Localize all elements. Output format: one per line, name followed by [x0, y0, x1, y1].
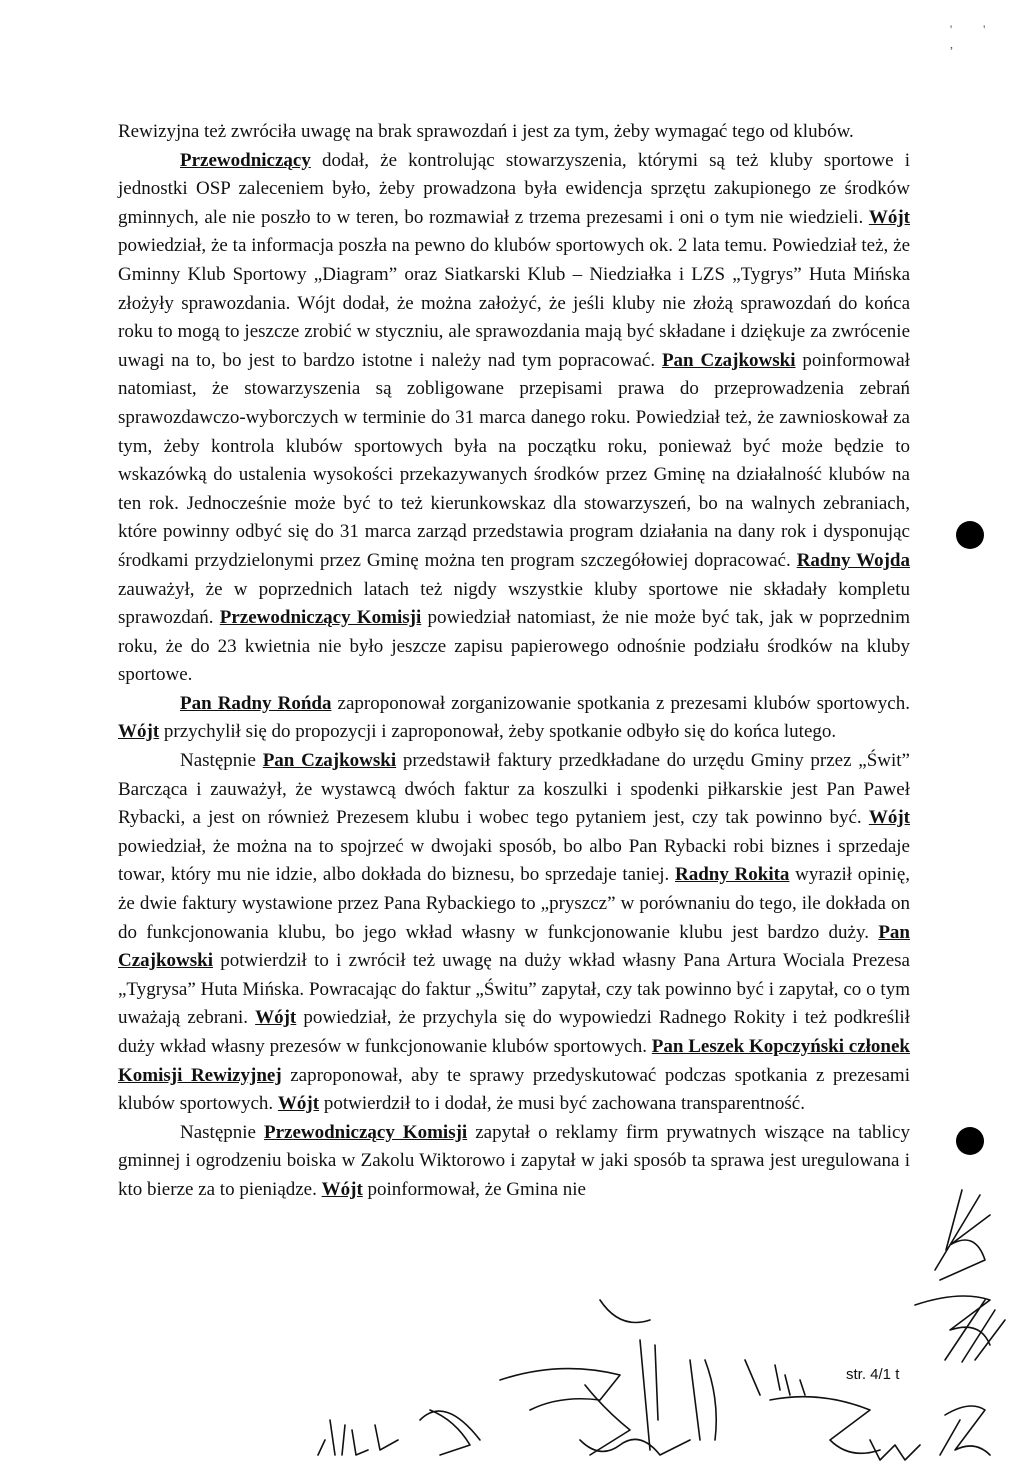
speaker-name: Wójt [868, 807, 910, 829]
text-run: powiedział, że ta informacja poszła na pewno do klubów sportowych ok. 2 lata temu. Powiedział też, że Gminny Klub Sportowy „Diagram” oraz Siatkarski Klub – Niedziałka i LZS „Tygrys” Huta Mińska złożyły sprawozdania. Wójt dodał, że można założyć, że jeśli kluby nie złożą sprawozdań do końca roku to mogą to jeszcze zrobić w styczniu, ale sprawozdania mają być składane i dziękuje za zwrócenie uwagi na to, bo jest to bardzo istotne i należy nad tym popracować. [118, 235, 910, 371]
paragraph [118, 690, 910, 747]
text-run: wyraził opinię, że dwie faktury wystawione przez Pana Rybackiego to „pryszcz” w porównaniu do tego, ile dokłada on do funkcjonowania klubu, bo jego wkład własny w funkcjonowanie klubu jest bardzo duży. [118, 864, 911, 943]
text-run: przychylił się do propozycji i zaproponował, żeby spotkanie odbyło się do końca lutego. [159, 721, 837, 743]
text-run: poinformował natomiast, że stowarzyszenia są zobligowane przepisami prawa do przeprowadzenia zebrań sprawozdawczo-wyborczych w terminie do 31 marca danego roku. Powiedział też, że zawnioskował za tym, żeby kontrola klubów sportowych była na początku roku, ponieważ być może będzie to wskazówką do ustalenia wysokości przekazywanych środków przez Gminę na działalność klubów na ten rok. Jednocześnie może być to też kierunkowskaz dla stowarzyszeń, bo na walnych zebraniach, które powinny odbyć się do 31 marca zarząd przedstawia program działania na dany rok i dysponując środkami przydzielonymi przez Gminę można ten program szczegółowiej dopracować. [118, 349, 911, 571]
text-run: zauważył, że w poprzednich latach też nigdy wszystkie kluby sportowe nie składały kompletu sprawozdań. [118, 578, 910, 629]
text-run: dodał, że kontrolując stowarzyszenia, którymi są też kluby sportowe i jednostki OSP zaleceniem było, żeby prowadzona była ewidencja sprzętu zakupionego ze środków gminnych, ale nie poszło to w teren, bo rozmawiał z trzema prezesami i oni o tym nie wiedzieli. [118, 149, 910, 228]
punch-hole-bottom [956, 1127, 984, 1155]
signature-2 [420, 1410, 480, 1455]
paragraph [118, 118, 910, 147]
paragraph [118, 747, 910, 1119]
punch-hole-top [956, 521, 984, 549]
text-run: potwierdził to i dodał, że musi być zachowana transparentność. [319, 1093, 805, 1115]
text-run: przedstawił faktury przedkładane do urzędu Gminy przez „Świt” Barcząca i zauważył, że wystawcą dwóch faktur za koszulki i spodenki piłkarskie jest Pan Paweł Rybacki, a jest on również Prezesem klubu i wobec tego pytaniem jest, czy tak powinno być. [118, 750, 910, 829]
paragraph [118, 147, 910, 690]
signature-4 [580, 1439, 690, 1455]
page-number: str. 4/1 t [846, 1366, 900, 1383]
signature-3 [500, 1340, 658, 1455]
text-run: Następnie [180, 1121, 264, 1143]
document-body [118, 118, 910, 1205]
speaker-name: Przewodniczący Komisji [219, 607, 422, 629]
signature-7 [870, 1440, 920, 1460]
speaker-name: Wójt [255, 1007, 297, 1029]
signature-margin-bottom [940, 1406, 990, 1455]
signature-margin-mid [915, 1296, 1005, 1362]
speaker-name: Wójt [118, 721, 160, 743]
speaker-name: Przewodniczący Komisji [263, 1121, 468, 1143]
signature-margin-top [935, 1190, 990, 1280]
text-run: powiedział, że można na to spojrzeć w dwojaki sposób, bo albo Pan Rybacki robi biznes i sprzedaje towar, który mu nie idzie, albo dokłada do biznesu, bo sprzedaje taniej. [118, 835, 910, 886]
text-run: powiedział, że przychyla się do wypowiedzi Radnego Rokity i też podkreślił duży wkład własny prezesów w funkcjonowanie klubów sportowych. [118, 1007, 910, 1057]
paragraph [118, 1119, 910, 1205]
speaker-name: Pan Leszek Kopczyński członek Komisji Rewizyjnej [118, 1036, 911, 1086]
speaker-name: Wójt [868, 206, 910, 228]
text-run: powiedział natomiast, że nie może być tak, jak w poprzednim roku, że do 23 kwietnia nie było jeszcze zapisu papierowego odnośnie podziału środków na kluby sportowe. [118, 607, 910, 686]
corner-marks: ' ' , [950, 22, 1000, 51]
speaker-name: Radny Rokita [675, 864, 790, 886]
signature-1 [318, 1420, 398, 1455]
speaker-name: Przewodniczący [180, 149, 311, 171]
speaker-name: Pan Czajkowski [262, 750, 397, 772]
signature-8 [600, 1300, 650, 1323]
signature-5 [690, 1360, 716, 1440]
text-run: zaproponował, aby te sprawy przedyskutować podczas spotkania z prezesami klubów sportowych. [118, 1064, 910, 1115]
text-run: potwierdził to i zwrócił też uwagę na duży wkład własny Pana Artura Wociala Prezesa „Tygrysa” Huta Mińska. Powracając do faktur „Świtu” zapytał, czy tak powinno być i zapytał, co o tym uważają zebrani. [118, 950, 910, 1029]
text-run: zaproponował zorganizowanie spotkania z prezesami klubów sportowych. [331, 692, 910, 714]
speaker-name: Radny Wojda [796, 549, 910, 571]
text-run: Rewizyjna też zwróciła uwagę na brak sprawozdań i jest za tym, żeby wymagać tego od klubów. [118, 121, 854, 142]
speaker-name: Pan Radny Rońda [180, 692, 332, 714]
text-run: poinformował, że Gmina nie [362, 1178, 586, 1200]
text-run: zapytał o reklamy firm prywatnych wiszące na tablicy gminnej i ogrodzeniu boiska w Zakolu Wiktorowo i zapytał w jaki sposób ta sprawa jest uregulowana i kto bierze za to pieniądze. [118, 1121, 910, 1200]
speaker-name: Pan Czajkowski [118, 921, 910, 972]
speaker-name: Pan Czajkowski [661, 349, 796, 371]
text-run: Następnie [180, 750, 263, 772]
speaker-name: Wójt [277, 1093, 320, 1115]
speaker-name: Wójt [321, 1178, 363, 1200]
